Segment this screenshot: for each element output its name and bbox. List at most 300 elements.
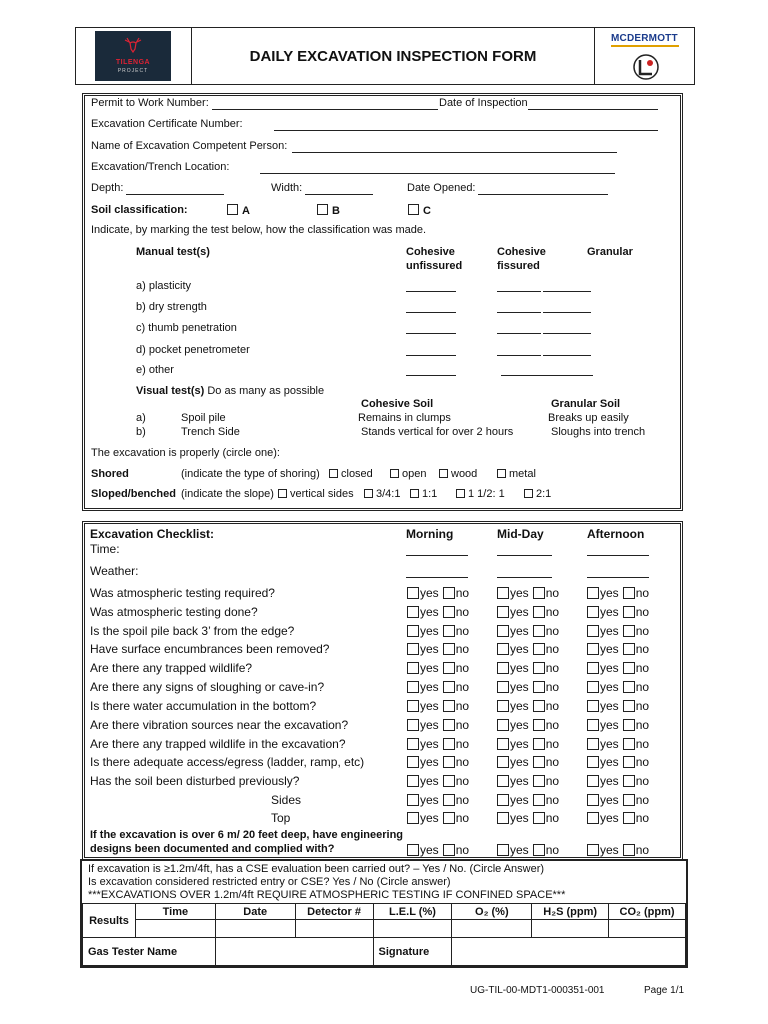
yes-label: yes [600,755,619,769]
checkbox-icon [410,489,419,498]
yes-no-options[interactable] [407,642,469,656]
answer-line[interactable] [406,312,456,313]
tilenga-logo [95,31,171,81]
signature-field[interactable] [452,938,686,966]
checkbox-icon [227,204,238,215]
certificate-number-field[interactable] [274,130,658,131]
checkbox-icon [443,606,455,618]
checkbox-icon [443,681,455,693]
yes-no-options[interactable] [497,586,559,600]
yes-no-options[interactable] [497,755,559,769]
no-label: no [545,661,560,675]
weather-midday-field[interactable] [497,577,552,578]
yes-label: yes [510,624,529,638]
checkbox-icon [407,756,419,768]
no-label: no [455,699,470,713]
yes-label: yes [510,737,529,751]
checklist-question: Are there any trapped wildlife? [90,661,253,675]
yes-label: yes [420,586,439,600]
checkbox-icon [533,643,545,655]
checkbox-icon [443,844,455,856]
checkbox-icon [623,775,635,787]
checkbox-icon [587,756,599,768]
shored-option-closed[interactable]: closed [329,468,373,481]
checkbox-icon [533,587,545,599]
yes-no-options[interactable] [497,774,559,788]
yes-label: yes [420,774,439,788]
col-cohesive-fissured-2: fissured [497,260,540,272]
permit-label: Permit to Work Number: [91,97,209,109]
location-label: Excavation/Trench Location: [91,161,230,173]
answer-line[interactable] [543,312,591,313]
no-label: no [545,718,560,732]
checkbox-icon [443,625,455,637]
checkbox-icon [407,643,419,655]
manual-test-thumb: c) thumb penetration [136,322,237,334]
weather-morning-field[interactable] [406,577,468,578]
yes-no-options[interactable] [587,718,649,732]
yes-no-options[interactable] [497,811,559,825]
no-label: no [635,774,650,788]
answer-line[interactable] [497,355,541,356]
time-morning-field[interactable] [406,555,468,556]
no-label: no [545,774,560,788]
result-cell[interactable] [215,920,295,938]
no-label: no [455,661,470,675]
answer-line[interactable] [543,291,591,292]
checkbox-icon [497,775,509,787]
col-afternoon: Afternoon [587,527,645,541]
col-time: Time [135,904,215,920]
result-cell[interactable] [135,920,215,938]
checkbox-icon [623,606,635,618]
atmospheric-warning: ***EXCAVATIONS OVER 1.2m/4ft REQUIRE ATMOSPHERIC TESTING IF CONFINED SPACE*** [88,889,566,901]
answer-line[interactable] [406,333,456,334]
no-label: no [545,605,560,619]
yes-no-options[interactable] [587,755,649,769]
yes-no-options[interactable] [587,811,649,825]
engineering-question-line2: designs been documented and complied with? [90,843,335,855]
checklist-question: Has the soil been disturbed previously? [90,774,300,788]
tilenga-logo-text: TILENGA [115,59,151,66]
checkbox-icon [533,756,545,768]
checkbox-icon [456,489,465,498]
checkbox-icon [497,700,509,712]
checklist-question: Is the spoil pile back 3’ from the edge? [90,624,295,638]
checkbox-icon [497,844,509,856]
yes-label: yes [510,811,529,825]
checkbox-icon [623,700,635,712]
yes-no-options[interactable] [587,680,649,694]
visual-row-cohesive: Remains in clumps [358,412,451,424]
yes-no-options[interactable] [497,843,559,857]
no-label: no [635,586,650,600]
yes-no-options[interactable] [497,642,559,656]
yes-label: yes [600,774,619,788]
yes-no-options[interactable] [407,586,469,600]
checkbox-icon [407,844,419,856]
col-o2: O₂ (%) [452,904,532,920]
yes-no-options[interactable] [497,661,559,675]
yes-no-options[interactable] [407,811,469,825]
checkbox-icon [587,625,599,637]
yes-no-options[interactable] [587,699,649,713]
manual-tests-heading: Manual test(s) [136,246,210,258]
checkbox-icon [587,844,599,856]
no-label: no [635,680,650,694]
col-h2s: H₂S (ppm) [532,904,609,920]
yes-no-options[interactable] [497,737,559,751]
tilenga-logo-cell [76,28,192,84]
table-header-row [83,904,686,920]
soil-option-c[interactable]: C [408,204,431,218]
yes-label: yes [420,811,439,825]
indicate-instruction: Indicate, by marking the test below, how the classification was made. [91,224,427,236]
checkbox-icon [407,625,419,637]
no-label: no [635,755,650,769]
no-label: no [635,718,650,732]
answer-line[interactable] [406,355,456,356]
checkbox-icon [533,606,545,618]
col-cohesive-fissured-1: Cohesive [497,246,546,258]
yes-label: yes [600,718,619,732]
form-header [75,27,695,85]
checkbox-icon [587,606,599,618]
location-field[interactable] [260,173,615,174]
yes-label: yes [420,737,439,751]
checklist-question: Are there any trapped wildlife in the excavation? [90,737,346,751]
visual-row-name: Trench Side [181,426,240,438]
yes-label: yes [510,843,529,857]
checkbox-icon [524,489,533,498]
yes-no-options[interactable] [407,737,469,751]
checkbox-icon [587,700,599,712]
checkbox-icon [623,625,635,637]
yes-label: yes [510,793,529,807]
yes-no-options[interactable] [407,680,469,694]
visual-row-granular: Sloughs into trench [551,426,646,438]
no-label: no [455,755,470,769]
yes-no-options[interactable] [587,661,649,675]
checkbox-icon [623,812,635,824]
col-granular: Granular [587,246,633,258]
manual-test-dry-strength: b) dry strength [136,301,207,313]
yes-label: yes [600,737,619,751]
result-cell[interactable] [373,920,452,938]
slope-option-1-5-1[interactable]: 1 1/2: 1 [456,488,505,501]
col-morning: Morning [406,527,454,541]
checkbox-icon [408,204,419,215]
yes-no-options[interactable] [407,605,469,619]
visual-row-cohesive: Stands vertical for over 2 hours [361,426,514,438]
date-inspection-field[interactable] [528,109,658,110]
tilenga-logo-subtext: PROJECT [117,68,149,74]
yes-no-options[interactable] [497,605,559,619]
yes-label: yes [600,642,619,656]
yes-no-options[interactable] [497,624,559,638]
col-midday: Mid-Day [497,527,544,541]
checkbox-icon [407,794,419,806]
no-label: no [545,642,560,656]
no-label: no [455,811,470,825]
checkbox-icon [497,643,509,655]
yes-no-options[interactable] [497,680,559,694]
checkbox-icon [533,625,545,637]
manual-test-plasticity: a) plasticity [136,280,192,292]
checklist-question: Is there adequate access/egress (ladder, ramp, etc) [90,755,365,769]
yes-no-options[interactable] [587,793,649,807]
checklist-question: Are there any signs of sloughing or cave-in? [90,680,325,694]
answer-line[interactable] [501,375,593,376]
yes-label: yes [420,661,439,675]
visual-row-letter: a) [136,412,146,424]
permit-number-field[interactable] [212,109,438,110]
shored-note: (indicate the type of shoring) [181,468,320,480]
competent-person-field[interactable] [292,152,617,153]
yes-label: yes [510,680,529,694]
weather-afternoon-field[interactable] [587,577,649,578]
yes-label: yes [600,624,619,638]
yes-label: yes [420,605,439,619]
shored-option-metal[interactable]: metal [497,468,536,481]
checkbox-icon [587,794,599,806]
page-title: DAILY EXCAVATION INSPECTION FORM [249,47,537,65]
yes-label: yes [510,586,529,600]
no-label: no [635,624,650,638]
checklist-title: Excavation Checklist: [90,527,215,541]
checkbox-icon [497,625,509,637]
checkbox-icon [497,587,509,599]
depth-field[interactable] [126,194,224,195]
checkbox-icon [443,662,455,674]
yes-no-options[interactable] [407,774,469,788]
checkbox-icon [497,606,509,618]
checkbox-icon [443,643,455,655]
checkbox-icon [443,719,455,731]
checkbox-icon [587,587,599,599]
checkbox-icon [407,681,419,693]
results-label: Results [83,904,136,938]
checkbox-icon [587,681,599,693]
col-detector: Detector # [295,904,373,920]
answer-line[interactable] [406,291,456,292]
yes-no-options[interactable] [407,718,469,732]
no-label: no [455,793,470,807]
checkbox-icon [623,662,635,674]
checkbox-icon [407,700,419,712]
yes-no-options[interactable] [497,718,559,732]
col-cohesive-unfissured-2: unfissured [406,260,463,272]
date-inspection-label: Date of Inspection [439,97,528,109]
yes-label: yes [420,699,439,713]
mcdermott-logo: MCDERMOTT [611,33,678,44]
visual-row-granular: Breaks up easily [548,412,629,424]
sloped-note: (indicate the slope) [181,488,274,500]
checkbox-icon [623,643,635,655]
width-field[interactable] [305,194,373,195]
checkbox-icon [407,606,419,618]
results-row [83,920,686,938]
mcdermott-logo-cell [594,28,695,84]
no-label: no [545,755,560,769]
checkbox-icon [587,738,599,750]
checkbox-icon [587,643,599,655]
checkbox-icon [497,681,509,693]
certificate-label: Excavation Certificate Number: [91,118,243,130]
yes-no-options[interactable] [587,737,649,751]
no-label: no [545,586,560,600]
document-number: UG-TIL-00-MDT1-000351-001 [470,985,605,996]
checkbox-icon [407,719,419,731]
slope-option-2-1[interactable]: 2:1 [524,488,551,501]
restricted-entry-question: Is excavation considered restricted entry or CSE? Yes / No (Circle answer) [88,876,451,888]
yes-no-options[interactable] [407,793,469,807]
checkbox-icon [407,775,419,787]
checkbox-icon [497,738,509,750]
yes-label: yes [600,605,619,619]
checkbox-icon [443,587,455,599]
yes-label: yes [600,699,619,713]
granular-soil-heading: Granular Soil [551,398,621,410]
yes-no-options[interactable] [407,755,469,769]
checkbox-icon [623,794,635,806]
shored-option-wood[interactable]: wood [439,468,477,481]
yes-label: yes [510,774,529,788]
no-label: no [545,699,560,713]
checkbox-icon [533,738,545,750]
manual-test-other: e) other [136,364,174,376]
no-label: no [455,586,470,600]
no-label: no [455,774,470,788]
weather-label: Weather: [90,564,139,578]
yes-label: yes [510,605,529,619]
checkbox-icon [443,794,455,806]
checkbox-icon [497,719,509,731]
no-label: no [455,843,470,857]
depth-label: Depth: [91,182,124,194]
visual-tests-heading: Visual test(s) Do as many as possible [136,385,325,397]
answer-line[interactable] [497,333,541,334]
checkbox-icon [364,489,373,498]
no-label: no [545,811,560,825]
yes-label: yes [600,811,619,825]
gas-tester-field[interactable] [215,938,373,966]
checkbox-icon [533,812,545,824]
gas-results-table [82,903,686,966]
yes-no-options[interactable] [497,793,559,807]
checklist-question: Are there vibration sources near the excavation? [90,718,349,732]
properly-text: The excavation is properly (circle one): [91,447,280,459]
checkbox-icon [587,662,599,674]
yes-no-options[interactable] [407,661,469,675]
no-label: no [545,624,560,638]
yes-no-options[interactable] [587,624,649,638]
yes-label: yes [510,661,529,675]
yes-no-options[interactable] [587,774,649,788]
yes-label: yes [600,661,619,675]
checkbox-icon [533,700,545,712]
shored-label: Shored [91,468,129,480]
yes-label: yes [600,680,619,694]
checkbox-icon [587,719,599,731]
no-label: no [455,624,470,638]
visual-row-name: Spoil pile [181,412,226,424]
yes-label: yes [600,586,619,600]
checkbox-icon [497,812,509,824]
yes-no-options[interactable] [587,642,649,656]
sloped-label: Sloped/benched [91,488,176,500]
no-label: no [545,843,560,857]
yes-no-options[interactable] [407,624,469,638]
cse-question: If excavation is ≥1.2m/4ft, has a CSE evaluation been carried out? – Yes / No. (Circle Answer) [88,863,545,875]
checklist-question: Have surface encumbrances been removed? [90,642,330,656]
answer-line[interactable] [543,333,591,334]
yes-no-options[interactable] [587,586,649,600]
yes-label: yes [600,843,619,857]
result-cell[interactable] [295,920,373,938]
soil-option-a[interactable]: A [227,204,250,218]
no-label: no [545,793,560,807]
yes-no-options[interactable] [407,699,469,713]
yes-label: yes [420,755,439,769]
yes-no-options[interactable] [587,843,649,857]
checkbox-icon [623,844,635,856]
yes-label: yes [420,624,439,638]
no-label: no [635,811,650,825]
yes-no-options[interactable] [587,605,649,619]
manual-test-penetrometer: d) pocket penetrometer [136,344,250,356]
yes-label: yes [510,642,529,656]
slope-option-vertical[interactable]: vertical sides [278,488,354,501]
checkbox-icon [623,681,635,693]
no-label: no [455,680,470,694]
answer-line[interactable] [497,312,541,313]
answer-line[interactable] [497,291,541,292]
antelope-icon [123,37,143,53]
checkbox-icon [407,587,419,599]
soil-option-b[interactable]: B [317,204,340,218]
time-midday-field[interactable] [497,555,552,556]
lodeco-logo-icon [631,52,661,82]
yes-no-options[interactable] [407,843,469,857]
date-opened-label: Date Opened: [407,182,476,194]
no-label: no [635,737,650,751]
cohesive-soil-heading: Cohesive Soil [361,398,434,410]
result-cell[interactable] [452,920,532,938]
checkbox-icon [443,756,455,768]
shored-option-open[interactable]: open [390,468,426,481]
engineering-question-line1: If the excavation is over 6 m/ 20 feet deep, have engineering [90,829,404,841]
result-cell[interactable] [609,920,686,938]
checkbox-icon [533,681,545,693]
yes-label: yes [510,755,529,769]
answer-line[interactable] [406,375,456,376]
time-afternoon-field[interactable] [587,555,649,556]
checkbox-icon [497,756,509,768]
yes-label: yes [420,718,439,732]
yes-no-options[interactable] [497,699,559,713]
answer-line[interactable] [543,355,591,356]
checkbox-icon [533,719,545,731]
slope-option-3-4-1[interactable]: 3/4:1 [364,488,400,501]
checkbox-icon [278,489,287,498]
date-opened-field[interactable] [478,194,608,195]
result-cell[interactable] [532,920,609,938]
yes-label: yes [600,793,619,807]
checkbox-icon [317,204,328,215]
slope-option-1-1[interactable]: 1:1 [410,488,437,501]
checkbox-icon [443,700,455,712]
